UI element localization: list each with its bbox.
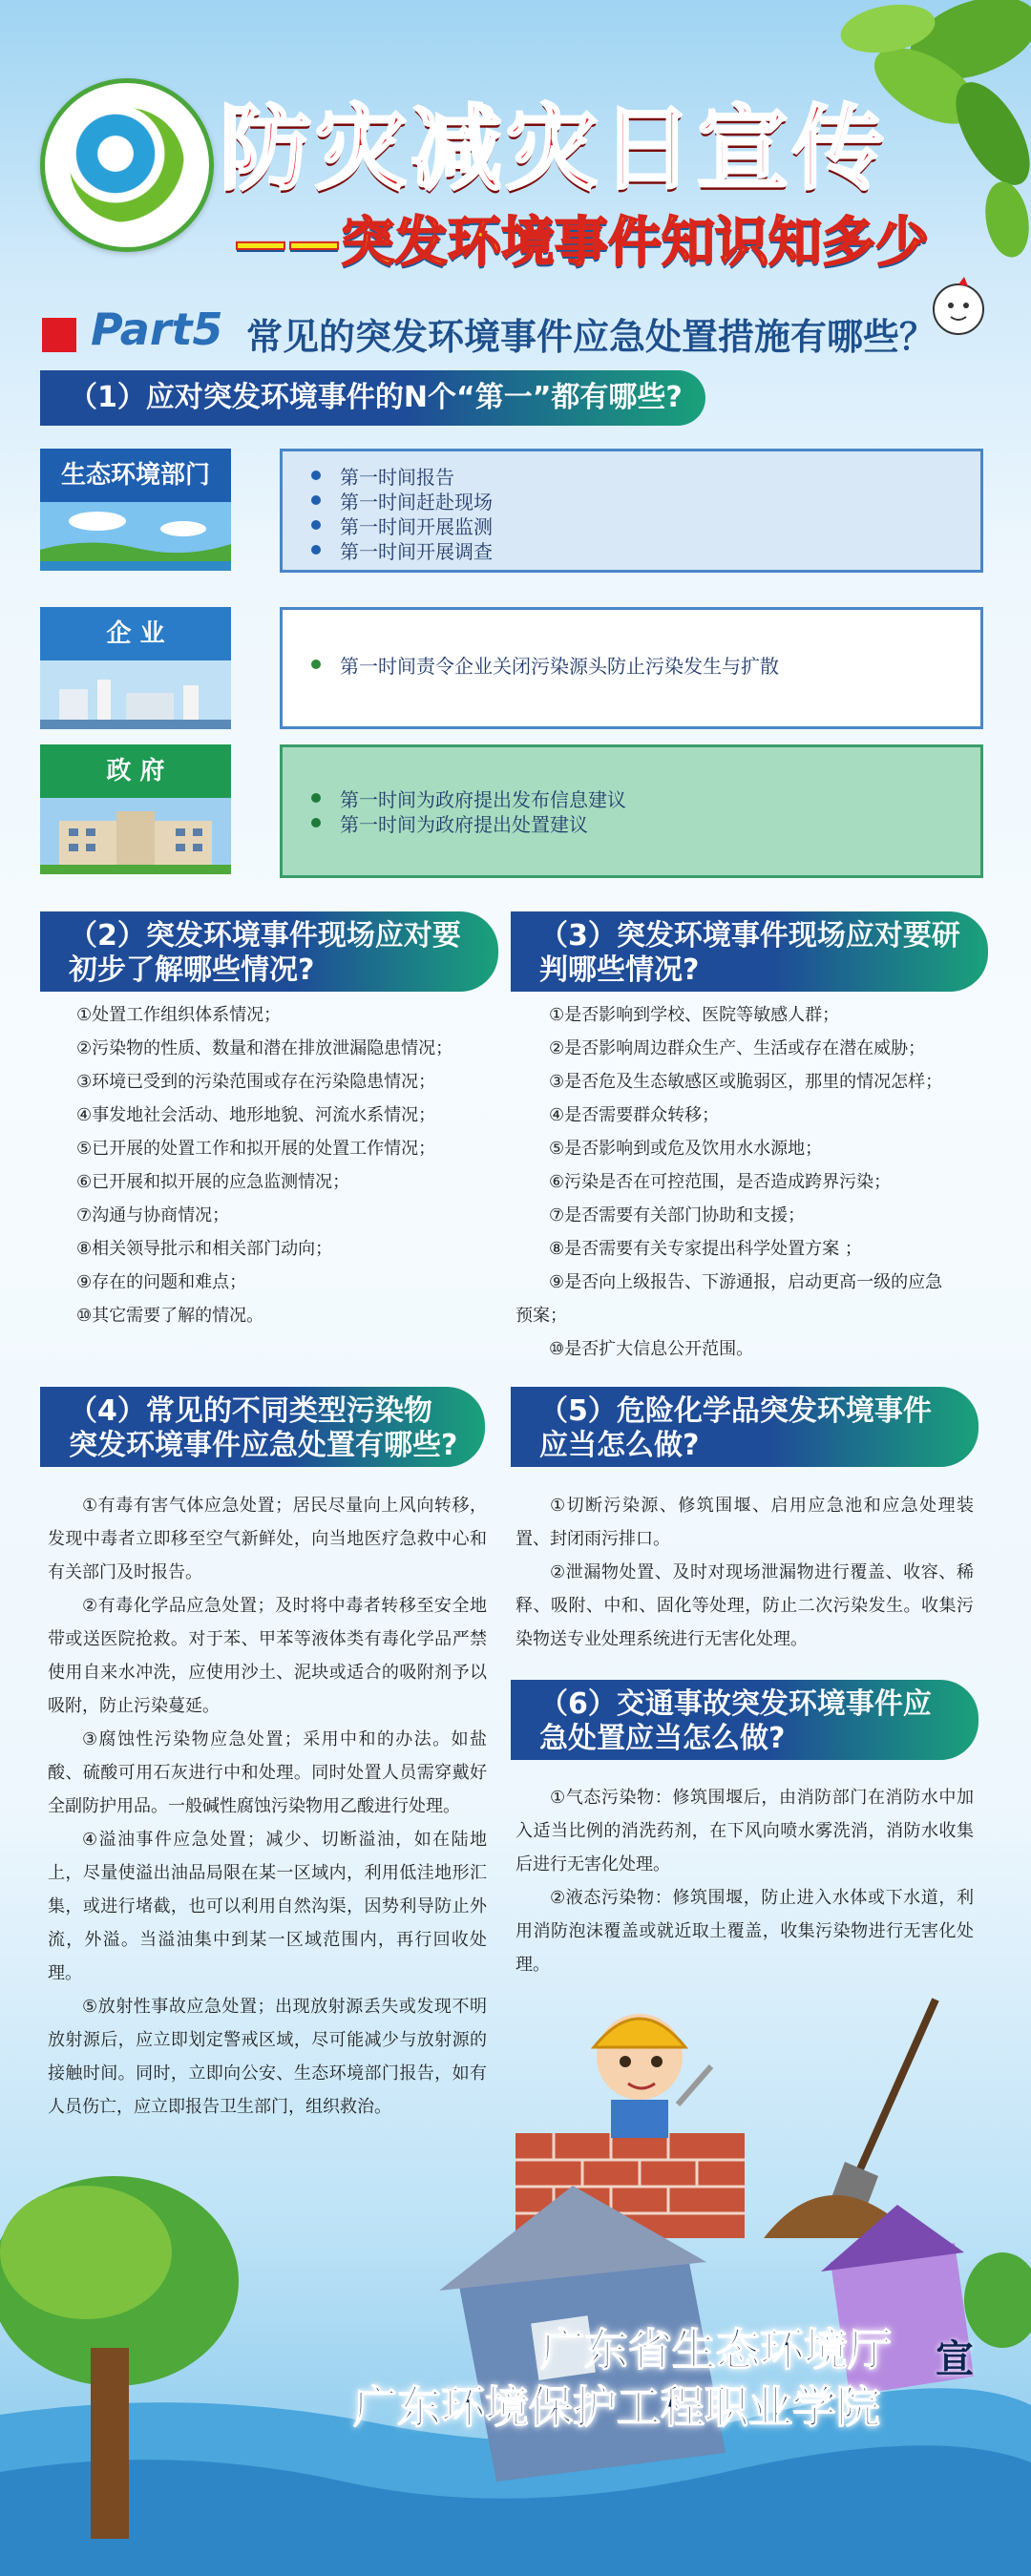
government-building-image: [40, 798, 231, 874]
list-item: ⑤是否影响到或危及饮用水水源地；: [549, 1139, 823, 1159]
list-item: ⑤已开展的处置工作和拟开展的处置工作情况；: [76, 1139, 436, 1159]
list-item: ②污染物的性质、数量和潜在排放泄漏隐患情况；: [76, 1038, 453, 1058]
list-item: ①是否影响到学校、医院等敏感人群；: [549, 1005, 840, 1025]
list-item: 第一时间责令企业关闭污染源头防止污染发生与扩散: [302, 652, 961, 677]
list-item: ⑩是否扩大信息公开范围。: [549, 1339, 754, 1359]
list-item: ⑨存在的问题和难点；: [76, 1272, 247, 1292]
paragraph: ②液态污染物：修筑围堰，防止进入水体或下水道，利用消防泡沫覆盖或就近取土覆盖，收集污染物进行无害化处理。: [516, 1888, 974, 1975]
factory-image: [40, 660, 231, 729]
cartoon-sticker-icon: [924, 273, 993, 342]
footer-suffix: 宣: [936, 2337, 974, 2381]
list-item: ③环境已受到的污染范围或存在污染隐患情况；: [76, 1072, 436, 1092]
part-label: Part5: [91, 304, 223, 355]
section3-list: [516, 998, 998, 1366]
dept-government: [40, 744, 231, 878]
list-item: ⑨是否向上级报告、下游通报，启动更高一级的应急: [549, 1272, 943, 1292]
dept-government-list: [280, 744, 983, 878]
paragraph: ⑤放射性事故应急处置；出现放射源丢失或发现不明放射源后，应立即划定警戒区域，尽可能减少与放射源的接触时间。同时，立即向公安、生态环境部门报告，如有人员伤亡，应立即报告卫生部门，组织救治。: [48, 1997, 487, 2117]
list-item: ⑥污染是否在可控范围，是否造成跨界污染；: [549, 1172, 892, 1192]
list-item: ②是否影响周边群众生产、生活或存在潜在威胁；: [549, 1038, 926, 1058]
list-item: 第一时间开展监测: [302, 513, 961, 537]
list-item: 第一时间为政府提出发布信息建议: [302, 785, 961, 810]
dept-eco-environment: [40, 449, 231, 575]
paragraph: ②有毒化学品应急处置；及时将中毒者转移至安全地带或送医院抢救。对于苯、甲苯等液体类有毒化学品严禁使用自来水冲洗，应使用沙土、泥块或适合的吸附剂予以吸附，防止污染蔓延。: [48, 1596, 487, 1716]
paragraph: ③腐蚀性污染物应急处置；采用中和的办法。如盐酸、硫酸可用石灰进行中和处理。同时处置人员需穿戴好全副防护用品。一般碱性腐蚀污染物用乙酸进行处理。: [48, 1729, 487, 1816]
section4-title: （4）常见的不同类型污染物突发环境事件应急处置有哪些?: [40, 1387, 485, 1467]
section5-body: [516, 1489, 974, 1656]
list-item: ⑦沟通与协商情况；: [76, 1205, 230, 1225]
list-item: ⑩其它需要了解的情况。: [76, 1306, 264, 1326]
footer-org-2: 广东环境保护工程职业学院: [353, 2381, 880, 2433]
list-item: ⑦是否需要有关部门协助和支援；: [549, 1205, 806, 1225]
list-item: ⑧相关领导批示和相关部门动向；: [76, 1239, 333, 1259]
paragraph: ①切断污染源、修筑围堰、启用应急池和应急处理装置、封闭雨污排口。: [516, 1496, 974, 1549]
section3-title: （3）突发环境事件现场应对要研判哪些情况?: [511, 911, 988, 992]
footer-org-1: 广东省生态环境厅: [540, 2324, 892, 2376]
paragraph: ②泄漏物处置、及时对现场泄漏物进行覆盖、收容、稀释、吸附、中和、固化等处理，防止二次污染发生。收集污染物送专业处理系统进行无害化处理。: [516, 1562, 974, 1649]
list-item: 预案；: [516, 1306, 567, 1326]
section6-title: （6）交通事故突发环境事件应急处置应当怎么做?: [511, 1680, 978, 1760]
dept-label: 生态环境部门: [40, 449, 231, 502]
section6-body: [516, 1781, 974, 1981]
section5-title: （5）危险化学品突发环境事件应当怎么做?: [511, 1387, 978, 1467]
college-logo: [40, 78, 214, 252]
landscape-image: [40, 502, 231, 571]
list-item: 第一时间赶赴现场: [302, 488, 961, 513]
list-item: ④是否需要群众转移；: [549, 1105, 720, 1125]
dept-label: 企 业: [40, 607, 231, 660]
list-item: ①处置工作组织体系情况；: [76, 1005, 282, 1025]
page-title: 防灾减灾日宣传: [220, 95, 888, 202]
section1-title: （1）应对突发环境事件的N个“第一”都有哪些?: [40, 370, 705, 426]
section4-body: [48, 1489, 487, 2124]
list-item: 第一时间为政府提出处置建议: [302, 810, 961, 835]
list-item: ④事发地社会活动、地形地貌、河流水系情况；: [76, 1105, 436, 1125]
paragraph: ①有毒有害气体应急处置；居民尽量向上风向转移，发现中毒者立即移至空气新鲜处，向当地医疗急救中心和有关部门及时报告。: [48, 1496, 487, 1582]
section2-title: （2）突发环境事件现场应对要初步了解哪些情况?: [40, 911, 498, 992]
paragraph: ④溢油事件应急处置；减少、切断溢油，如在陆地上，尽量使溢出油品局限在某一区域内，利用低洼地形汇集，或进行堵截，也可以利用自然沟渠，因势利导防止外流，外溢。当溢油集中到某一区域范围内，再行回收处理。: [48, 1830, 487, 1983]
list-item: 第一时间开展调查: [302, 537, 961, 562]
paragraph: ①气态污染物：修筑围堰后，由消防部门在消防水中加入适当比例的消洗药剂，在下风向喷水雾洗消，消防水收集后进行无害化处理。: [516, 1788, 974, 1874]
part-question: 常见的突发环境事件应急处置措施有哪些？: [246, 316, 936, 358]
dept-eco-list: [280, 449, 983, 573]
dept-label: 政 府: [40, 744, 231, 798]
page-subtitle: ——突发环境事件知识知多少: [234, 212, 929, 274]
dept-enterprise-list: [280, 607, 983, 729]
list-item: ⑥已开展和拟开展的应急监测情况；: [76, 1172, 350, 1192]
logo-emblem-icon: [70, 108, 184, 222]
section2-list: [76, 998, 516, 1332]
list-item: 第一时间报告: [302, 463, 961, 488]
list-item: ⑧是否需要有关专家提出科学处置方案 ；: [549, 1239, 862, 1259]
part-marker: [42, 318, 76, 352]
list-item: ③是否危及生态敏感区或脆弱区，那里的情况怎样；: [549, 1072, 943, 1092]
dept-enterprise: [40, 607, 231, 733]
